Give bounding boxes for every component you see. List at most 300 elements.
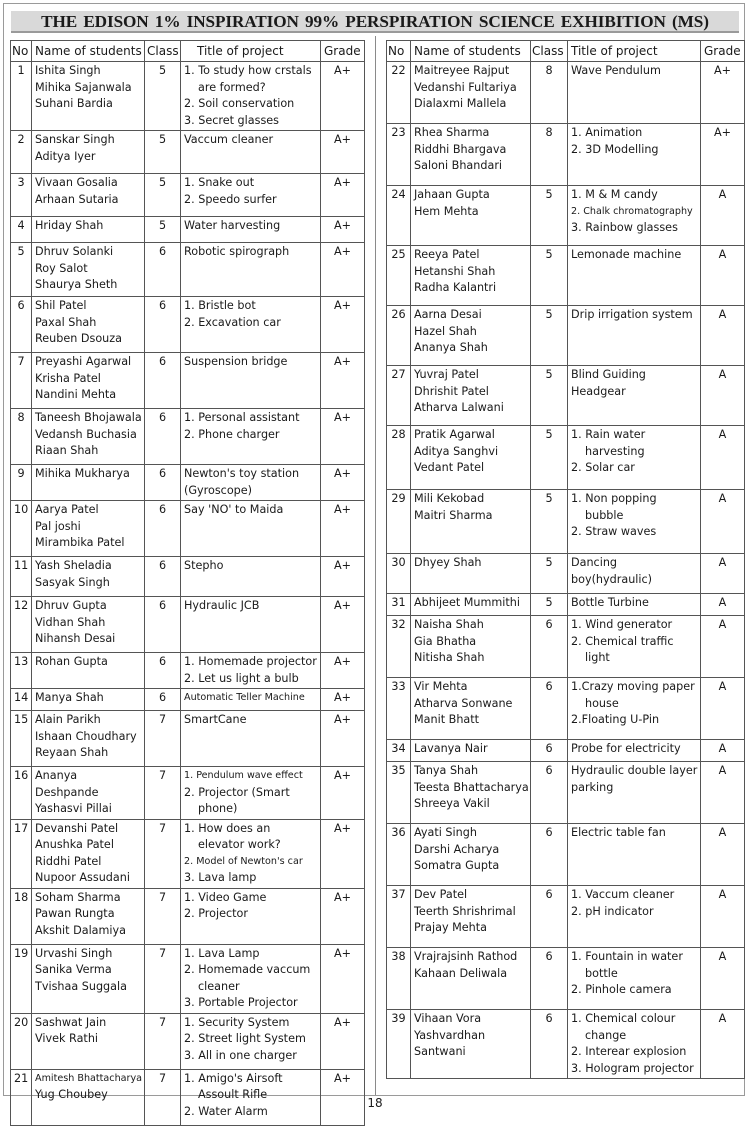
student-name: Vivaan Gosalia (35, 176, 118, 189)
student-name: Krisha Patel (35, 371, 101, 385)
student-name: Pawan Rungta (35, 907, 115, 920)
student-name: Somatra Gupta (414, 859, 500, 872)
project-title: 2. Pinhole camera (571, 983, 672, 996)
student-name: Dhyey Shah (414, 556, 482, 569)
grade-value: A+ (321, 689, 365, 711)
project-titles (181, 767, 321, 820)
class-value: 5 (531, 594, 568, 616)
grade-value: A (701, 426, 745, 490)
grade-value: A+ (321, 62, 365, 131)
student-names (32, 597, 145, 653)
row-number: 28 (387, 426, 411, 490)
class-value: 6 (145, 557, 181, 597)
table-row (11, 217, 365, 243)
project-title: (Gyroscope) (184, 483, 253, 497)
project-titles (568, 554, 701, 594)
project-title: 1. Video Game (184, 890, 267, 904)
header-no: No (387, 41, 411, 62)
grade-value: A+ (321, 1069, 365, 1125)
student-name: Mihika Mukharya (35, 467, 130, 480)
table-row (11, 888, 365, 944)
student-name: Nitisha Shah (414, 651, 485, 664)
project-title: Vaccum cleaner (184, 133, 274, 146)
project-titles (568, 740, 701, 762)
grade-value: A (701, 948, 745, 1010)
project-title: light (585, 651, 610, 664)
class-value: 5 (531, 490, 568, 554)
row-number: 23 (387, 124, 411, 186)
project-title: bubble (585, 508, 624, 522)
project-titles (181, 819, 321, 888)
student-name: Naisha Shah (414, 618, 484, 631)
project-title: 2. Street light System (184, 1032, 306, 1045)
student-name: Roy Salot (35, 261, 88, 275)
class-value: 7 (145, 944, 181, 1013)
row-number: 19 (11, 944, 32, 1013)
student-name: Deshpande (35, 785, 99, 799)
student-name: Manit Bhatt (414, 713, 480, 726)
student-names (32, 711, 145, 767)
table-header-row (387, 41, 745, 62)
student-name: Dhrishit Patel (414, 384, 489, 398)
class-value: 6 (145, 689, 181, 711)
project-title: 2. Chalk chromatography (571, 205, 693, 217)
student-name: Rhea Sharma (414, 126, 490, 139)
student-name: Vir Mehta (414, 680, 468, 693)
student-name: Alain Parikh (35, 713, 101, 726)
project-title: 1. Rain water (571, 428, 646, 441)
row-number: 2 (11, 131, 32, 174)
row-number: 27 (387, 366, 411, 426)
student-names (411, 246, 531, 306)
project-title: harvesting (585, 444, 645, 458)
row-number: 14 (11, 689, 32, 711)
student-names (411, 186, 531, 246)
student-name: Akshit Dalamiya (35, 923, 127, 937)
grade-value: A (701, 186, 745, 246)
project-title: cleaner (198, 979, 240, 993)
project-title: 3. All in one charger (184, 1048, 297, 1062)
class-value: 5 (531, 426, 568, 490)
student-name: Saloni Bhandari (414, 159, 503, 172)
project-titles (568, 62, 701, 124)
row-number: 3 (11, 174, 32, 217)
student-name: Tvishaa Suggala (35, 979, 127, 993)
table-row (387, 616, 745, 678)
grade-value: A (701, 678, 745, 740)
student-name: Gia Bhatha (414, 634, 477, 648)
class-value: 7 (145, 1069, 181, 1125)
row-number: 9 (11, 465, 32, 501)
student-name: Dhruv Gupta (35, 599, 107, 612)
table-row (387, 1010, 745, 1079)
student-name: Mihika Sajanwala (35, 80, 132, 94)
class-value: 7 (145, 767, 181, 820)
header-name: Name of students (411, 41, 531, 62)
grade-value: A+ (321, 711, 365, 767)
student-names (32, 465, 145, 501)
student-name: Nandini Mehta (35, 388, 117, 401)
student-names (411, 762, 531, 824)
row-number: 15 (11, 711, 32, 767)
project-titles (568, 490, 701, 554)
project-title: 2. Water Alarm (184, 1104, 268, 1118)
student-names (411, 1010, 531, 1079)
student-name: Pratik Agarwal (414, 428, 495, 441)
header-no: No (11, 41, 32, 62)
grade-value: A+ (321, 557, 365, 597)
project-titles (568, 678, 701, 740)
student-name: Teesta Bhattacharya (414, 780, 529, 794)
class-value: 8 (531, 62, 568, 124)
project-title: 2. Projector (184, 907, 248, 920)
grade-value: A (701, 594, 745, 616)
table-row (387, 366, 745, 426)
table-row (11, 243, 365, 297)
row-number: 24 (387, 186, 411, 246)
project-titles (181, 888, 321, 944)
table-row (11, 297, 365, 353)
student-name: Aarya Patel (35, 503, 99, 516)
project-title: 1. Bristle bot (184, 299, 256, 312)
class-value: 7 (145, 711, 181, 767)
grade-value: A+ (321, 888, 365, 944)
project-titles (568, 824, 701, 886)
student-name: Jahaan Gupta (414, 188, 490, 201)
project-titles (181, 243, 321, 297)
student-name: Devanshi Patel (35, 821, 119, 835)
class-value: 6 (145, 297, 181, 353)
table-row (11, 353, 365, 409)
grade-value: A+ (321, 819, 365, 888)
student-name: Pal joshi (35, 519, 81, 533)
header-class: Class (531, 41, 568, 62)
table-header-row (11, 41, 365, 62)
student-name: Yug Choubey (35, 1088, 108, 1101)
page-title: THE EDISON 1% INSPIRATION 99% PERSPIRATION SCIENCE EXHIBITION (MS) (11, 11, 739, 33)
header-title: Title of project (568, 41, 701, 62)
project-title: 2. Projector (Smart (184, 785, 290, 799)
project-titles (568, 616, 701, 678)
grade-value: A (701, 306, 745, 366)
student-names (411, 554, 531, 594)
student-name: Anushka Patel (35, 838, 114, 851)
row-number: 13 (11, 653, 32, 689)
project-title: 1. Pendulum wave effect (184, 770, 303, 781)
project-title: 2. Speedo surfer (184, 192, 277, 206)
project-titles (181, 217, 321, 243)
project-title: 3. Lava lamp (184, 871, 257, 884)
row-number: 11 (11, 557, 32, 597)
student-name: Sanskar Singh (35, 133, 115, 146)
student-names (411, 616, 531, 678)
student-name: Nihansh Desai (35, 632, 116, 645)
student-name: Mirambika Patel (35, 536, 125, 549)
project-titles (181, 653, 321, 689)
row-number: 21 (11, 1069, 32, 1125)
project-title: Wave Pendulum (571, 64, 661, 77)
project-title: 2. Model of Newton's car (184, 855, 303, 867)
class-value: 5 (531, 554, 568, 594)
project-title: 1. Chemical colour (571, 1012, 676, 1025)
table-row (11, 62, 365, 131)
row-number: 37 (387, 886, 411, 948)
project-titles (181, 557, 321, 597)
table-row (11, 689, 365, 711)
project-titles (568, 186, 701, 246)
student-name: Teerth Shrishrimal (414, 904, 516, 918)
student-name: Reyaan Shah (35, 746, 109, 759)
student-name: Mili Kekobad (414, 492, 485, 505)
header-title: Title of project (181, 41, 321, 62)
student-name: Ayati Singh (414, 826, 477, 839)
student-names (32, 409, 145, 465)
project-title: 2. Excavation car (184, 315, 281, 329)
student-name: Ishita Singh (35, 64, 101, 77)
project-title: Newton's toy station (184, 467, 300, 480)
row-number: 30 (387, 554, 411, 594)
student-name: Yashvardhan (414, 1028, 486, 1042)
student-name: Manya Shah (35, 691, 104, 704)
project-title: Say 'NO' to Maida (184, 503, 284, 516)
row-number: 25 (387, 246, 411, 306)
project-title: Suspension bridge (184, 355, 288, 368)
class-value: 5 (145, 131, 181, 174)
student-name: Hriday Shah (35, 219, 104, 232)
table-row (387, 948, 745, 1010)
student-name: Tanya Shah (414, 764, 479, 777)
student-names (32, 243, 145, 297)
table-row (11, 557, 365, 597)
project-title: 1. Non popping (571, 492, 657, 505)
class-value: 5 (145, 217, 181, 243)
project-title: boy(hydraulic) (571, 572, 653, 586)
student-name: Preyashi Agarwal (35, 355, 132, 368)
student-name: Aarna Desai (414, 308, 482, 321)
header-grade: Grade (701, 41, 745, 62)
class-value: 6 (145, 243, 181, 297)
project-title: 2. Homemade vaccum (184, 963, 311, 976)
project-title: 1. Snake out (184, 176, 255, 189)
header-name: Name of students (32, 41, 145, 62)
project-titles (568, 1010, 701, 1079)
student-names (411, 678, 531, 740)
student-name: Yuvraj Patel (414, 368, 479, 381)
row-number: 18 (11, 888, 32, 944)
project-title: 2. pH indicator (571, 904, 654, 918)
project-title: 1. Fountain in water (571, 950, 683, 963)
table-row (387, 306, 745, 366)
row-number: 22 (387, 62, 411, 124)
project-title: Stepho (184, 559, 224, 572)
student-names (411, 594, 531, 616)
grade-value: A+ (701, 124, 745, 186)
class-value: 6 (531, 678, 568, 740)
table-row (11, 819, 365, 888)
project-title: 2. Straw waves (571, 525, 657, 538)
table-row (11, 653, 365, 689)
project-titles (181, 711, 321, 767)
project-titles (181, 353, 321, 409)
class-value: 6 (145, 501, 181, 557)
row-number: 35 (387, 762, 411, 824)
student-name: Shaurya Sheth (35, 278, 118, 291)
student-name: Amitesh Bhattacharya (35, 1072, 143, 1084)
project-titles (568, 426, 701, 490)
student-name: Suhani Bardia (35, 97, 113, 110)
project-title: parking (571, 780, 614, 794)
table-row (11, 501, 365, 557)
student-name: Reeya Patel (414, 248, 480, 261)
class-value: 5 (145, 62, 181, 131)
grade-value: A (701, 366, 745, 426)
grade-value: A+ (321, 353, 365, 409)
table-row (387, 490, 745, 554)
project-titles (181, 62, 321, 131)
row-number: 26 (387, 306, 411, 366)
row-number: 36 (387, 824, 411, 886)
project-title: 1. M & M candy (571, 188, 658, 201)
header-grade: Grade (321, 41, 365, 62)
class-value: 5 (531, 186, 568, 246)
grade-value: A (701, 1010, 745, 1079)
student-name: Sanika Verma (35, 963, 112, 976)
class-value: 6 (145, 409, 181, 465)
student-names (411, 886, 531, 948)
student-names (411, 366, 531, 426)
student-name: Kahaan Deliwala (414, 966, 508, 980)
student-name: Taneesh Bhojawala (35, 411, 142, 424)
class-value: 6 (531, 948, 568, 1010)
student-name: Yash Sheladia (35, 559, 112, 572)
student-names (411, 948, 531, 1010)
grade-value: A+ (701, 62, 745, 124)
project-title: 2.Floating U-Pin (571, 713, 660, 726)
student-name: Ananya (35, 769, 78, 782)
class-value: 6 (531, 824, 568, 886)
project-titles (568, 366, 701, 426)
student-name: Shil Patel (35, 299, 87, 312)
grade-value: A (701, 616, 745, 678)
table-row (387, 678, 745, 740)
row-number: 31 (387, 594, 411, 616)
row-number: 10 (11, 501, 32, 557)
row-number: 16 (11, 767, 32, 820)
project-title: Assoult Rifle (198, 1088, 268, 1101)
page-number: 18 (367, 1096, 383, 1110)
table-row (11, 944, 365, 1013)
student-name: Aditya Iyer (35, 149, 96, 163)
student-name: Maitri Sharma (414, 508, 493, 522)
student-name: Vivek Rathi (35, 1032, 99, 1045)
student-name: Riddhi Patel (35, 854, 102, 868)
row-number: 4 (11, 217, 32, 243)
student-name: Nupoor Assudani (35, 871, 130, 884)
student-names (32, 1013, 145, 1069)
student-names (32, 944, 145, 1013)
project-titles (181, 944, 321, 1013)
project-titles (181, 501, 321, 557)
grade-value: A (701, 246, 745, 306)
grade-value: A+ (321, 465, 365, 501)
project-title: Lemonade machine (571, 248, 682, 261)
table-row (11, 767, 365, 820)
student-name: Sashwat Jain (35, 1015, 107, 1029)
student-names (32, 501, 145, 557)
grade-value: A+ (321, 131, 365, 174)
student-name: Rohan Gupta (35, 655, 108, 668)
table-row (11, 465, 365, 501)
class-value: 6 (145, 353, 181, 409)
row-number: 1 (11, 62, 32, 131)
class-value: 8 (531, 124, 568, 186)
table-row (387, 594, 745, 616)
project-title: 2. Soil conservation (184, 97, 295, 110)
class-value: 6 (145, 597, 181, 653)
row-number: 8 (11, 409, 32, 465)
student-name: Atharva Lalwani (414, 401, 504, 414)
row-number: 5 (11, 243, 32, 297)
grade-value: A (701, 490, 745, 554)
class-value: 5 (531, 246, 568, 306)
student-name: Riddhi Bhargava (414, 142, 507, 156)
project-title: 2. Interear explosion (571, 1045, 687, 1058)
student-name: Aditya Sanghvi (414, 444, 499, 458)
table-row (11, 711, 365, 767)
project-titles (181, 465, 321, 501)
table-row (11, 174, 365, 217)
class-value: 7 (145, 888, 181, 944)
row-number: 6 (11, 297, 32, 353)
table-row (11, 1013, 365, 1069)
project-title: Headgear (571, 384, 626, 398)
row-number: 29 (387, 490, 411, 554)
project-titles (568, 306, 701, 366)
grade-value: A+ (321, 653, 365, 689)
project-titles (181, 174, 321, 217)
header-class: Class (145, 41, 181, 62)
grade-value: A+ (321, 944, 365, 1013)
project-titles (181, 409, 321, 465)
row-number: 20 (11, 1013, 32, 1069)
project-title: 1. Amigo's Airsoft (184, 1071, 283, 1085)
project-title: 1.Crazy moving paper (571, 680, 695, 693)
grade-value: A (701, 554, 745, 594)
student-names (32, 557, 145, 597)
student-name: Shreeya Vakil (414, 797, 490, 810)
grade-value: A+ (321, 1013, 365, 1069)
project-titles (181, 131, 321, 174)
student-name: Dialaxmi Mallela (414, 97, 507, 110)
project-titles (181, 297, 321, 353)
project-title: 2. 3D Modelling (571, 142, 659, 156)
project-titles (568, 246, 701, 306)
project-title: change (585, 1028, 627, 1042)
student-name: Soham Sharma (35, 890, 121, 904)
project-title: Dancing (571, 556, 618, 569)
class-value: 6 (531, 886, 568, 948)
student-name: Yashasvi Pillai (35, 802, 112, 815)
project-title: 3. Rainbow glasses (571, 221, 678, 234)
class-value: 5 (531, 306, 568, 366)
student-name: Arhaan Sutaria (35, 192, 119, 206)
student-name: Sasyak Singh (35, 575, 110, 589)
project-title: 2. Let us light a bulb (184, 671, 299, 685)
project-title: 1. Personal assistant (184, 411, 300, 424)
grade-value: A+ (321, 409, 365, 465)
row-number: 34 (387, 740, 411, 762)
class-value: 6 (531, 740, 568, 762)
